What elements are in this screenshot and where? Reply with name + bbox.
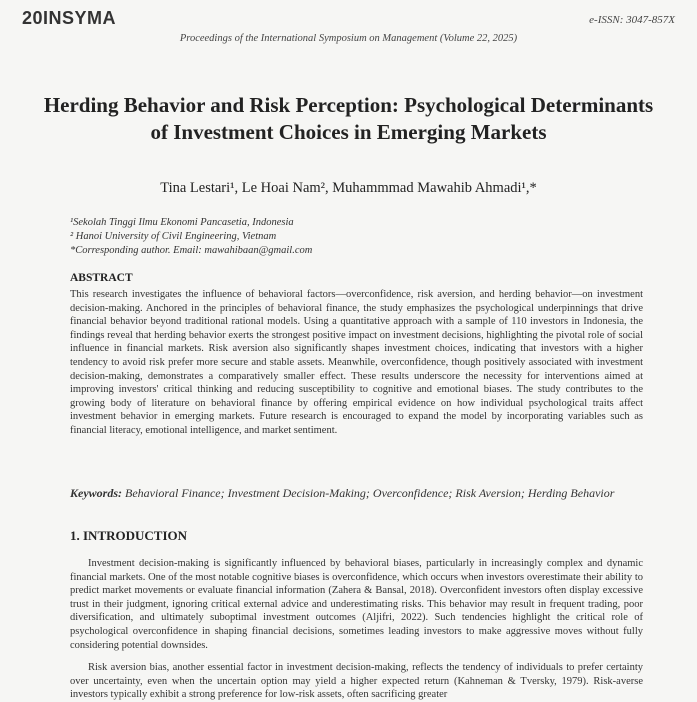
proceedings-line: Proceedings of the International Symposium on Management (Volume 22, 2025): [179, 33, 518, 44]
paper-title: Herding Behavior and Risk Perception: Psychological Determinants of Investment Choices in Emerging Markets: [43, 93, 654, 144]
abstract-heading: ABSTRACT: [70, 272, 133, 284]
intro-paragraph-2: Risk aversion bias, another essential factor in investment decision-making, reflects the tendency of individuals to prefer certainty over uncertainty, even when the uncertain option may yield a higher expected return (Kahneman & Tversky, 1979). Risk-averse investors typically exhibit a strong preference for low-risk assets, often sacrificing greater: [70, 662, 643, 701]
intro-paragraph-1: Investment decision-making is significantly influenced by behavioral biases, particularly in increasingly complex and dynamic financial markets. One of the most notable cognitive biases is overconfidence, which occurs when investors overestimate their ability to predict market movements or evaluate financial information (Zahera & Bansal, 2018). Overconfident investors often display excessive trust in their judgment, ignoring critical external advice and underestimating risks. This behavior may result in frequent trading, poor diversification, and ultimately suboptimal investment outcomes (Aljifri, 2022). Such tendencies highlight the critical role of psychological overconfidence in shaping financial decisions, sometimes leading investors to make aggressive moves without fully considering potential downsides.: [70, 558, 643, 651]
issn-label: e-ISSN: 3047-857X: [589, 14, 675, 26]
insyma-logo: 20INSYMA: [22, 8, 117, 28]
page-header: [22, 8, 675, 48]
affiliations: [70, 216, 312, 258]
keywords-label: Keywords:: [70, 486, 122, 500]
abstract-text: This research investigates the influence of behavioral factors—overconfidence, risk aversion, and herding behavior—on investment decision-making. Anchored in the principles of behavioral finance, the study emphasizes the psychological underpinnings that drive financial behavior beyond traditional rational models. Using a quantitative approach with a sample of 110 investors in Indonesia, the findings reveal that herding behavior exerts the strongest positive impact on investment decisions, highlighting the pivotal role of social influence in financial markets. Risk aversion also significantly shapes investment choices, indicating that investors with a higher tendency to avoid risk prefer more secure and stable assets. Meanwhile, overconfidence, though positively associated with investment decision-making, demonstrates a comparatively smaller effect. These results underscore the necessity for interventions aimed at improving investors' critical thinking and reducing susceptibility to cognitive and emotional biases. The study contributes to the growing body of literature on behavioral finance by offering empirical evidence on how individual psychological traits affect investment behavior in emerging markets. Future research is encouraged to expand the model by incorporating variables such as financial literacy, emotional intelligence, and market sentiment.: [70, 289, 643, 436]
keywords-list: Behavioral Finance; Investment Decision-Making; Overconfidence; Risk Aversion; Herding Behavior: [125, 486, 615, 500]
author-list: Tina Lestari¹, Le Hoai Nam², Muhammmad Mawahib Ahmadi¹,*: [160, 180, 537, 196]
introduction-heading: 1. INTRODUCTION: [70, 528, 188, 543]
keywords: [70, 486, 643, 501]
corresponding-author: *Corresponding author. Email: mawahibaan@gmail.com: [70, 245, 313, 256]
affiliation-1: ¹Sekolah Tinggi Ilmu Ekonomi Pancasetia, Indonesia: [70, 217, 294, 228]
affiliation-2: ² Hanoi University of Civil Engineering, Vietnam: [70, 231, 277, 242]
